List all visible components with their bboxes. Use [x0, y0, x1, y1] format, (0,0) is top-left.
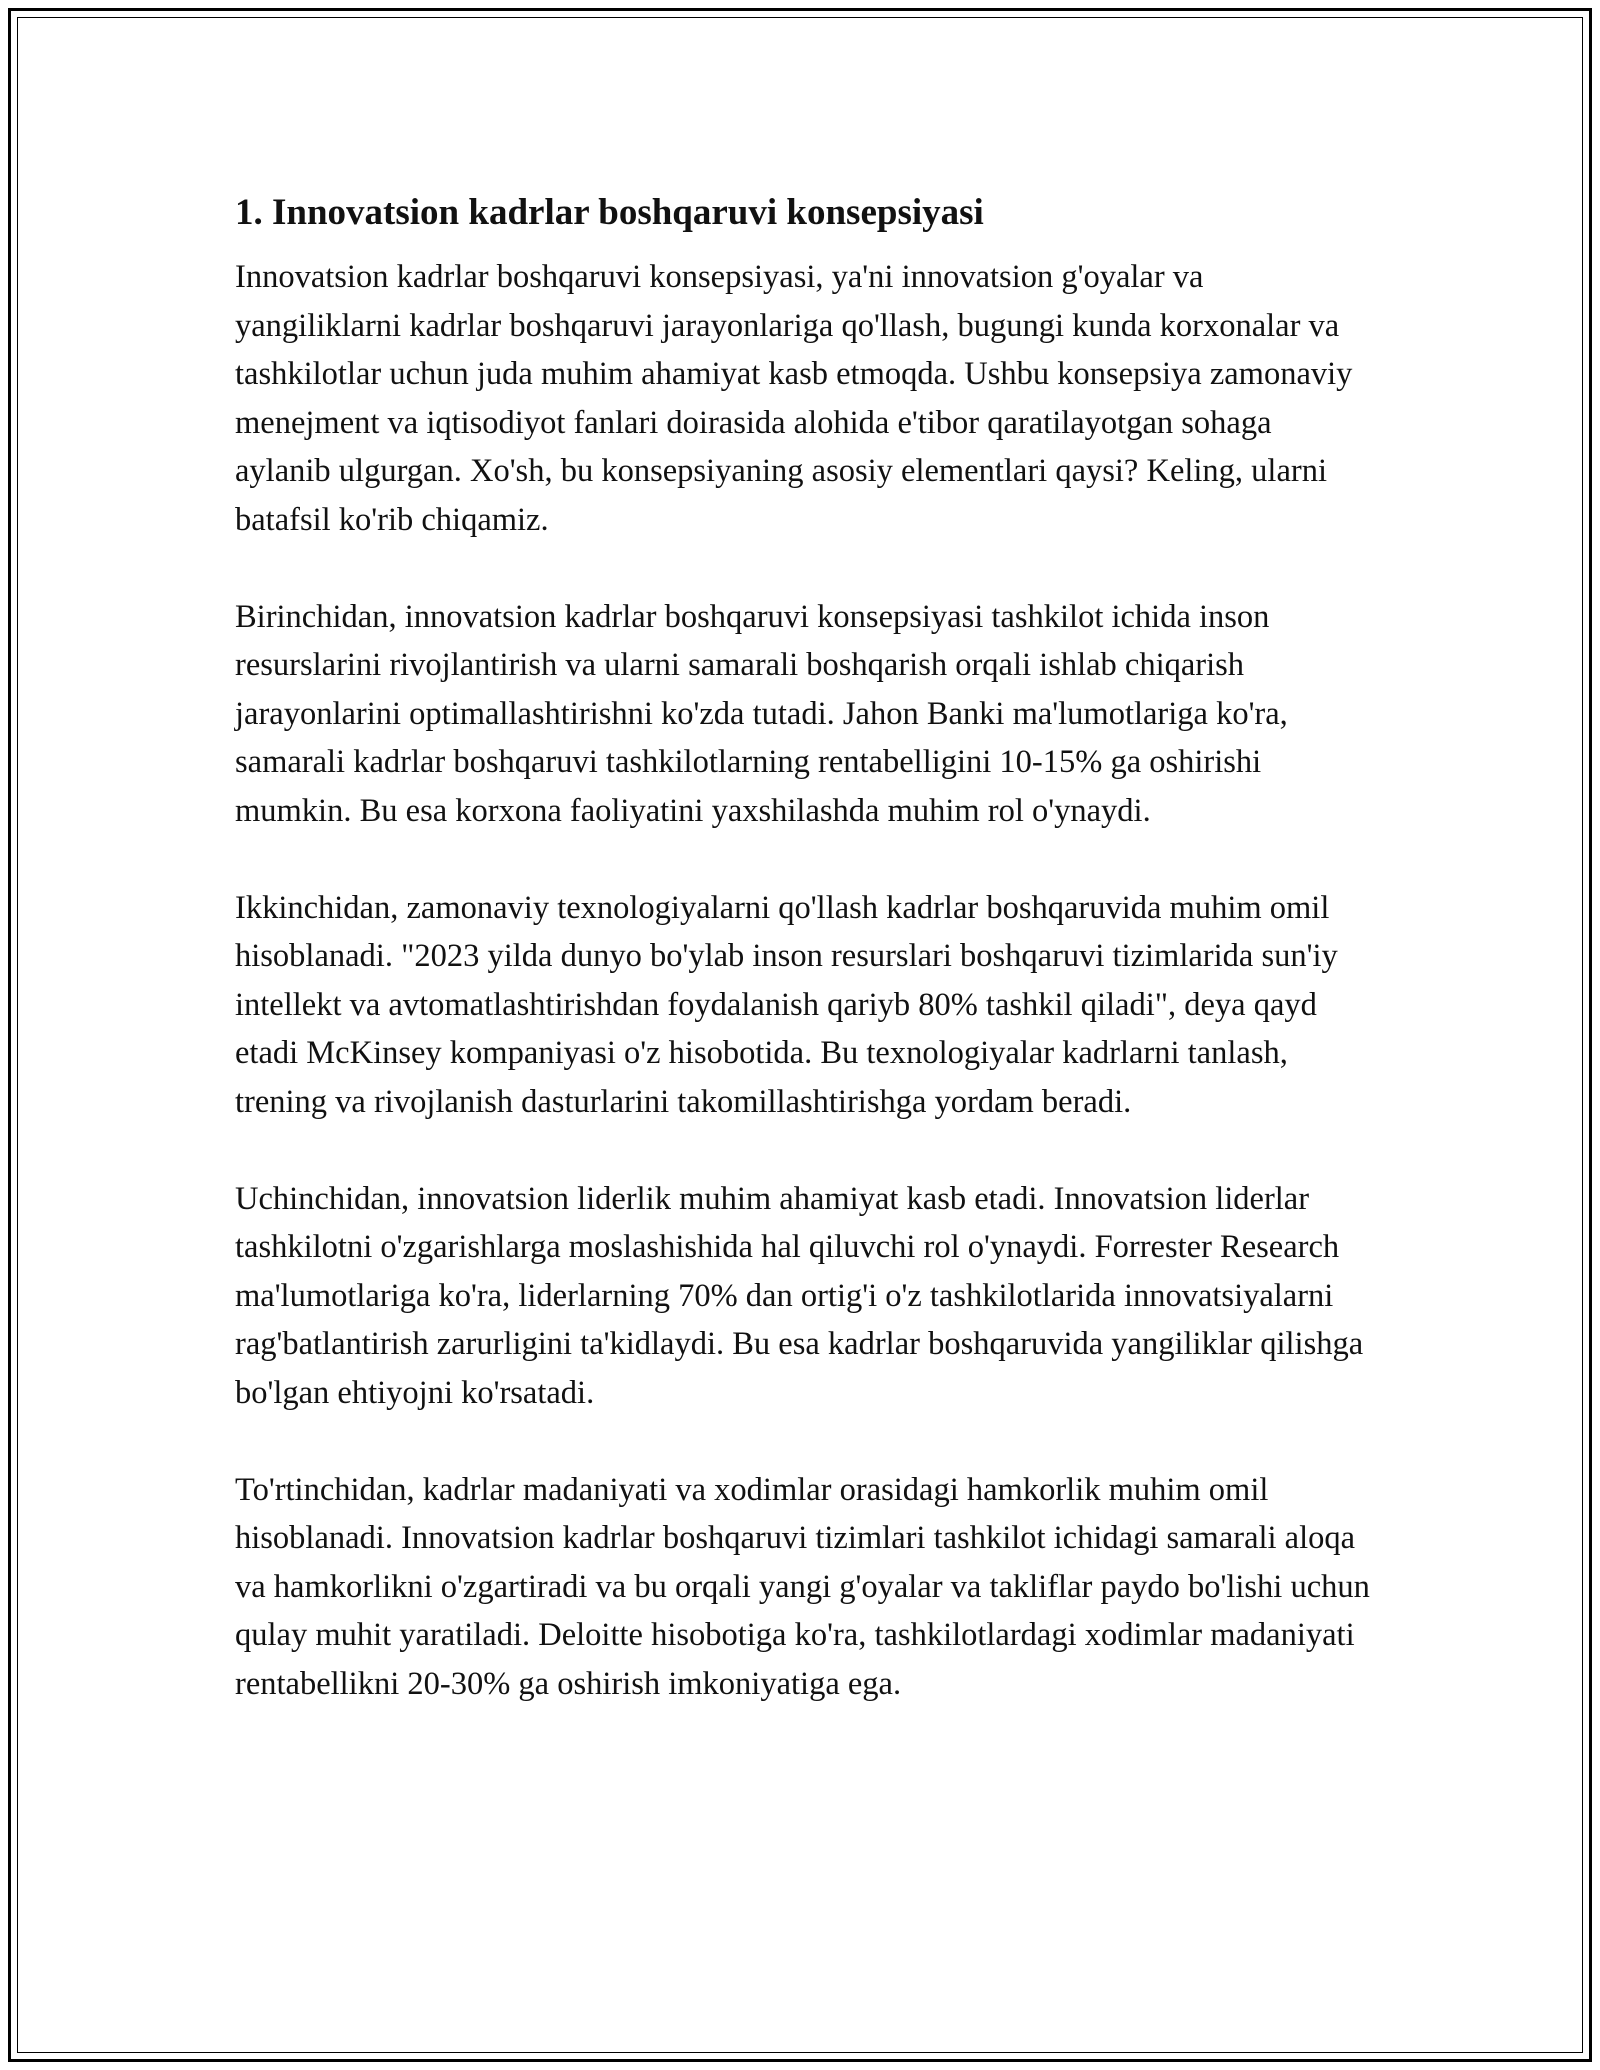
paragraph-second: Ikkinchidan, zamonaviy texnologiyalarni qo'llash kadrlar boshqaruvida muhim omil hisoblanadi. "2023 yilda dunyo bo'ylab inson resurslari boshqaruvi tizimlarida sun'iy intellekt va avtomatlashtirishdan foydalanish qariyb 80% tashkil qiladi", deya qayd etadi McKinsey kompaniyasi o'z hisobotida. Bu texnologiyalar kadrlarni tanlash, trening va rivojlanish dasturlarini takomillashtirishga yordam beradi.: [235, 889, 1338, 1120]
paragraph-fourth: To'rtinchidan, kadrlar madaniyati va xodimlar orasidagi hamkorlik muhim omil hisoblanadi. Innovatsion kadrlar boshqaruvi tizimlari tashkilot ichidagi samarali aloqa va hamkorlikni o'zgartiradi va bu orqali yangi g'oyalar va takliflar paydo bo'lishi uchun qulay muhit yaratiladi. Deloitte hisobotiga ko'ra, tashkilotlardagi xodimlar madaniyati rentabellikni 20-30% ga oshirish imkoniyatiga ega.: [235, 1471, 1370, 1702]
document-body: [235, 187, 1375, 1757]
paragraph-third: Uchinchidan, innovatsion liderlik muhim ahamiyat kasb etadi. Innovatsion liderlar tashkilotni o'zgarishlarga moslashishida hal qiluvchi rol o'ynaydi. Forrester Research ma'lumotlariga ko'ra, liderlarning 70% dan ortig'i o'z tashkilotlarida innovatsiyalarni rag'batlantirish zarurligini ta'kidlaydi. Bu esa kadrlar boshqaruvida yangiliklar qilishga bo'lgan ehtiyojni ko'rsatadi.: [235, 1180, 1364, 1411]
paragraph-intro: Innovatsion kadrlar boshqaruvi konsepsiyasi, ya'ni innovatsion g'oyalar va yangiliklarni kadrlar boshqaruvi jarayonlariga qo'llash, bugungi kunda korxonalar va tashkilotlar uchun juda muhim ahamiyat kasb etmoqda. Ushbu konsepsiya zamonaviy menejment va iqtisodiyot fanlari doirasida alohida e'tibor qaratilayotgan sohaga aylanib ulgurgan. Xo'sh, bu konsepsiyaning asosiy elementlari qaysi? Keling, ularni batafsil ko'rib chiqamiz.: [235, 259, 1353, 538]
section-heading: 1. Innovatsion kadrlar boshqaruvi konsepsiyasi: [235, 192, 984, 233]
paragraph-first: Birinchidan, innovatsion kadrlar boshqaruvi konsepsiyasi tashkilot ichida inson resurslarini rivojlantirish va ularni samarali boshqarish orqali ishlab chiqarish jarayonlarini optimallashtirishni ko'zda tutadi. Jahon Banki ma'lumotlariga ko'ra, samarali kadrlar boshqaruvi tashkilotlarning rentabelligini 10-15% ga oshirishi mumkin. Bu esa korxona faoliyatini yaxshilashda muhim rol o'ynaydi.: [235, 598, 1288, 829]
